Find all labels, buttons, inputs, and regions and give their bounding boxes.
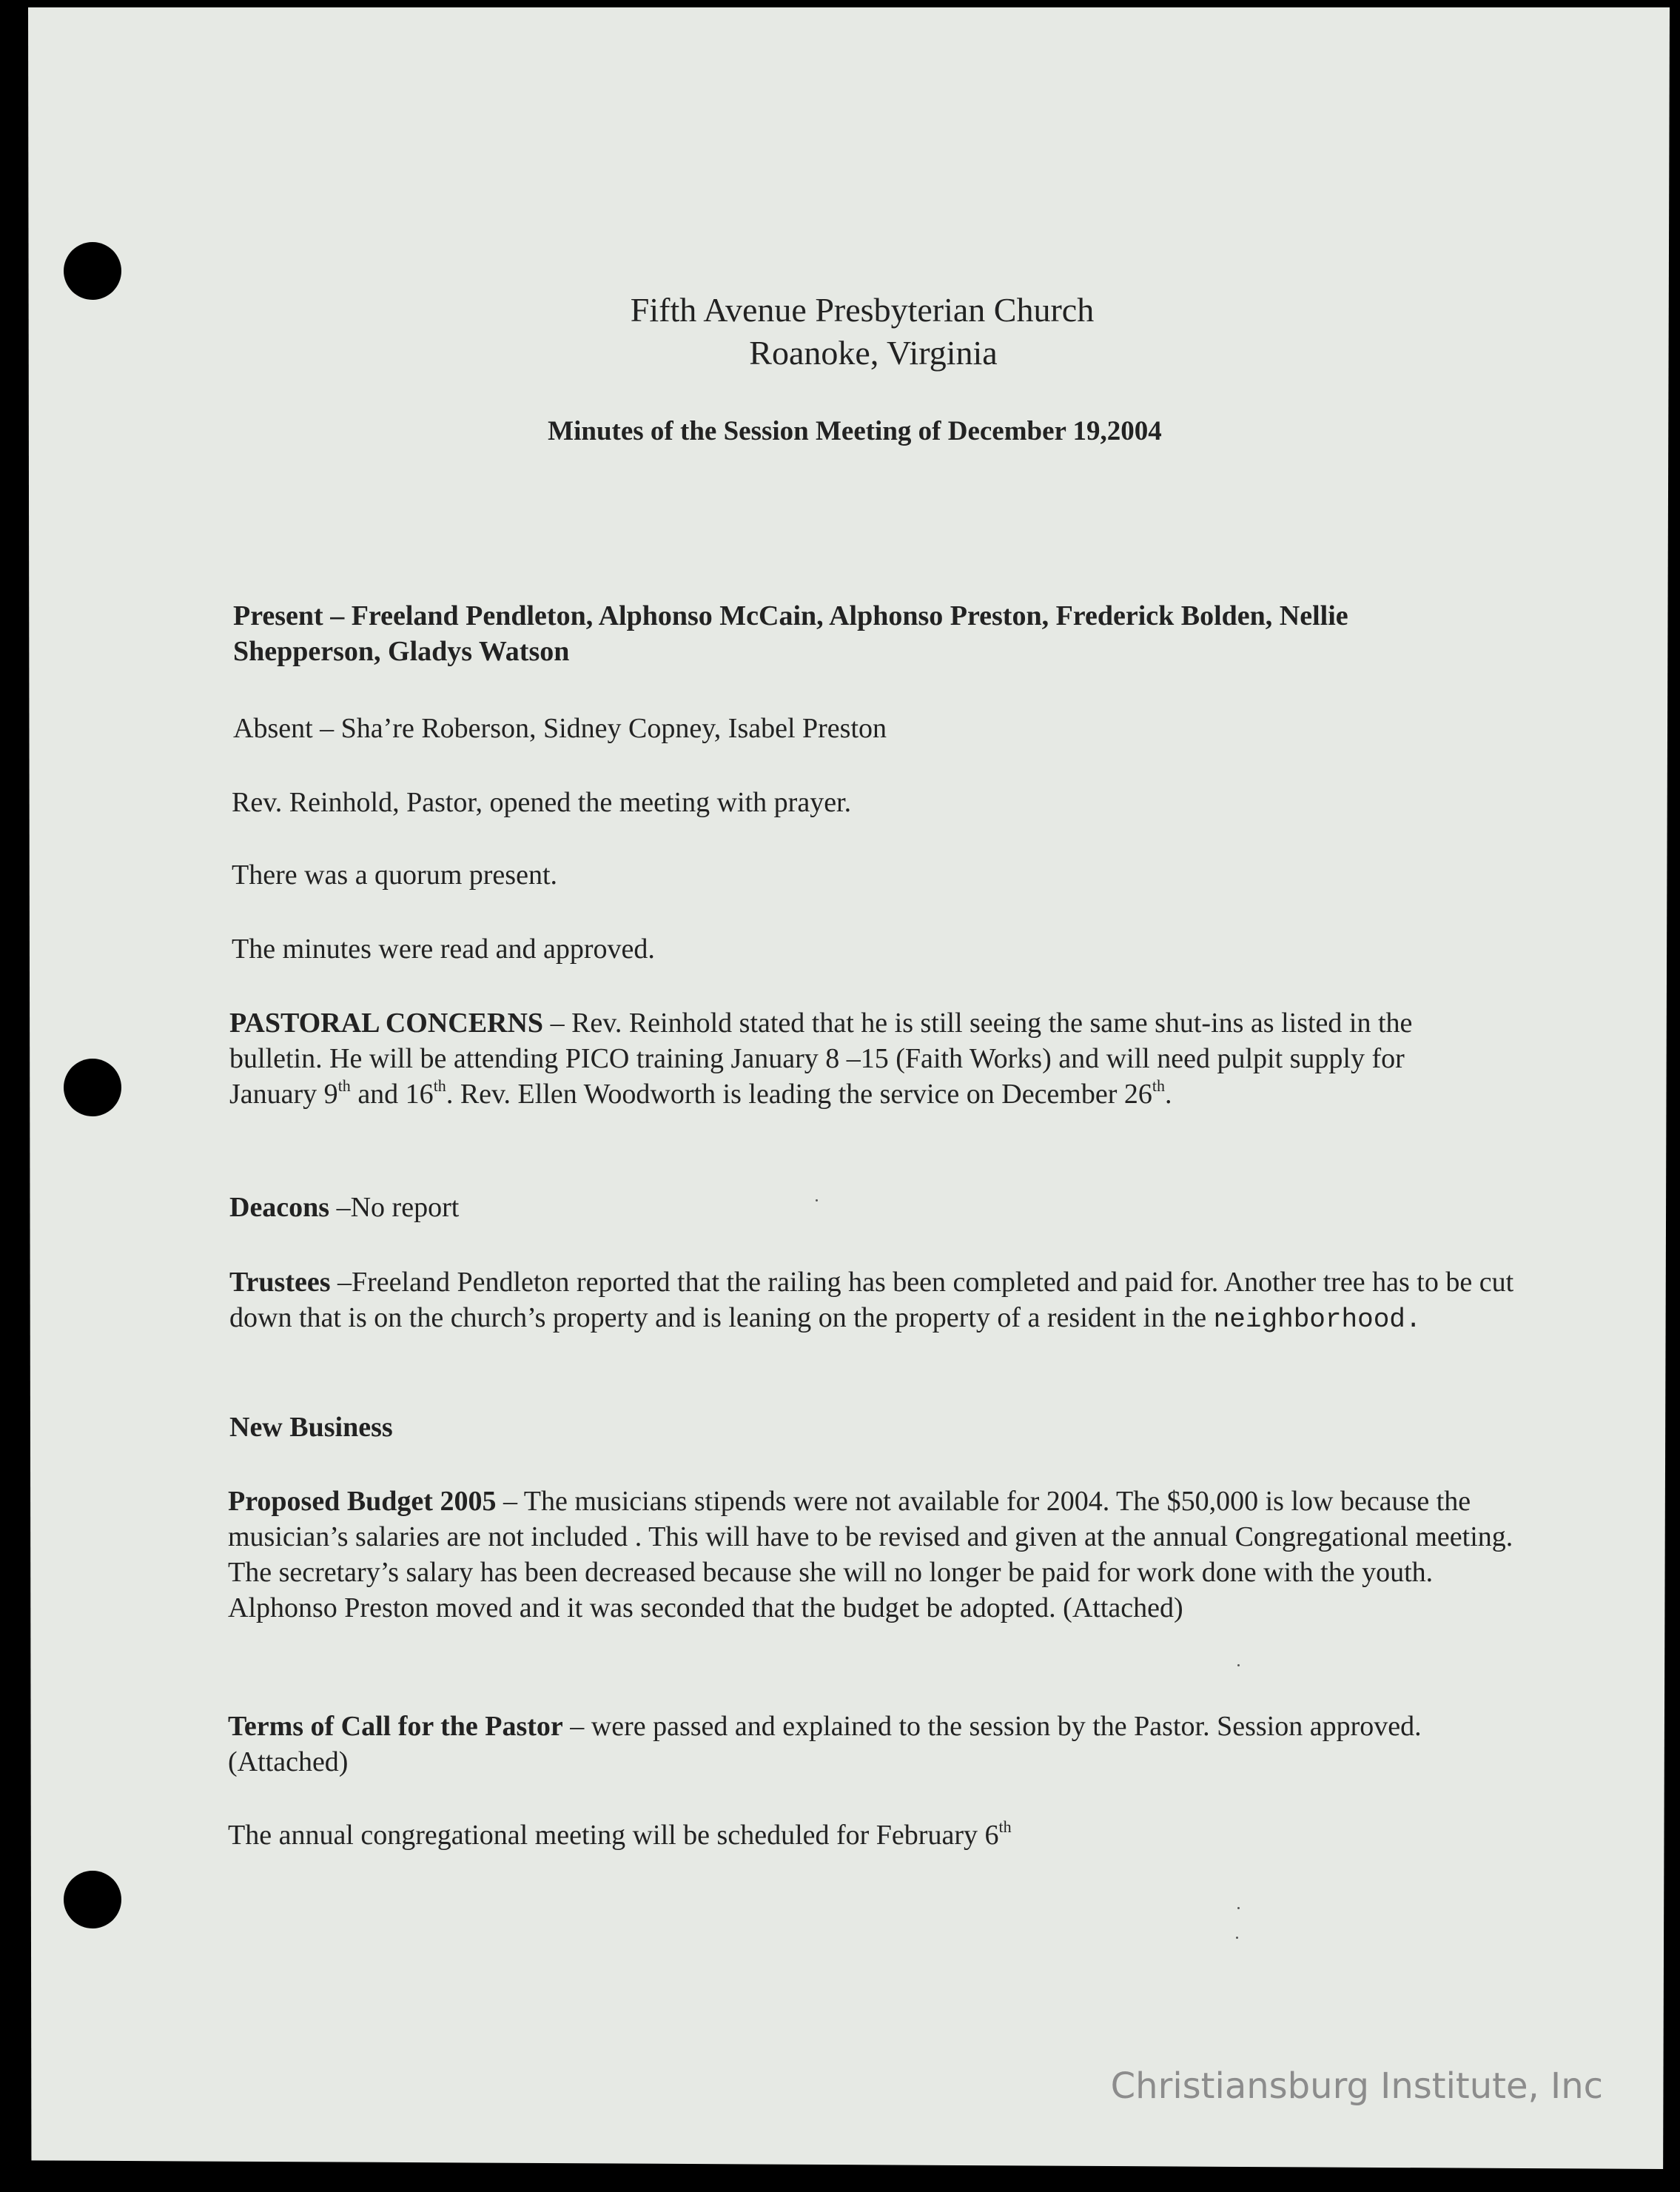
terms-of-call-section <box>228 1709 1516 1780</box>
trustees-heading: Trustees <box>229 1267 331 1298</box>
budget-text: – The musicians stipends were not available for 2004. The $50,000 is low because the musician’s salaries are not included . This will have to be revised and given at the annual Congregational meeting. The secretary’s salary has been decreased because she will no longer be paid for work done with the youth. Alphonso Preston moved and it was seconded that the budget be adopted. (Attached) <box>228 1486 1513 1623</box>
budget-heading: Proposed Budget 2005 <box>228 1486 497 1517</box>
terms-heading: Terms of Call for the Pastor <box>228 1711 563 1742</box>
pastoral-heading: PASTORAL CONCERNS <box>229 1008 544 1039</box>
terms-text: – were passed and explained to the session by the Pastor. Session approved. (Attached) <box>228 1711 1422 1777</box>
church-name: Fifth Avenue Presbyterian Church <box>630 291 1095 329</box>
paper-speck <box>1236 1937 1238 1939</box>
pastoral-text-b: and 16 <box>350 1079 434 1110</box>
pastoral-text-d: . <box>1165 1079 1172 1110</box>
pastoral-sup-b: th <box>433 1076 446 1095</box>
deacons-heading: Deacons <box>229 1192 330 1223</box>
pastoral-sup-c: th <box>1152 1076 1166 1095</box>
absent-list: Absent – Sha’re Roberson, Sidney Copney, Isabel Preston <box>233 713 887 744</box>
paper-speck <box>1237 1664 1240 1666</box>
pastoral-text-a: – Rev. Reinhold stated that he is still seeing the same shut-ins as listed in the bulletin. He will be attending PICO training January 8 –15 (Faith Works) and will need pulpit supply for January 9 <box>229 1008 1413 1110</box>
paper-speck <box>1237 1907 1240 1909</box>
present-list: Present – Freeland Pendleton, Alphonso McCain, Alphonso Preston, Frederick Bolden, Nellie Shepperson, Gladys Watson <box>233 600 1348 667</box>
annual-meeting-note <box>228 1817 1516 1853</box>
deacons-section <box>229 1190 1488 1225</box>
watermark: Christiansburg Institute, Inc <box>1110 2065 1603 2107</box>
annual-sup: th <box>998 1817 1012 1836</box>
pastoral-text-c: . Rev. Ellen Woodworth is leading the service on December 26 <box>446 1079 1152 1110</box>
document-title: Minutes of the Session Meeting of December 19,2004 <box>548 416 1162 446</box>
minutes-approval: The minutes were read and approved. <box>232 934 655 965</box>
opening-prayer: Rev. Reinhold, Pastor, opened the meeting with prayer. <box>232 787 852 818</box>
new-business-heading: New Business <box>229 1412 393 1443</box>
punch-hole-bottom <box>64 1871 121 1928</box>
trustees-section <box>229 1264 1517 1338</box>
paper-speck <box>816 1199 818 1201</box>
trustees-mono-word: neighborhood. <box>1213 1304 1422 1335</box>
trustees-text: –Freeland Pendleton reported that the railing has been completed and paid for. Another tree has to be cut down that is on the church’s property and is leaning on the property of a resident in the <box>229 1267 1514 1333</box>
pastoral-sup-a: th <box>337 1076 351 1095</box>
punch-hole-middle <box>64 1059 121 1116</box>
deacons-text: –No report <box>329 1192 460 1223</box>
pastoral-concerns-section <box>229 1005 1488 1112</box>
church-location: Roanoke, Virginia <box>749 334 998 372</box>
annual-text: The annual congregational meeting will be scheduled for February 6 <box>228 1820 999 1851</box>
quorum-note: There was a quorum present. <box>232 859 558 891</box>
budget-section <box>228 1484 1516 1626</box>
